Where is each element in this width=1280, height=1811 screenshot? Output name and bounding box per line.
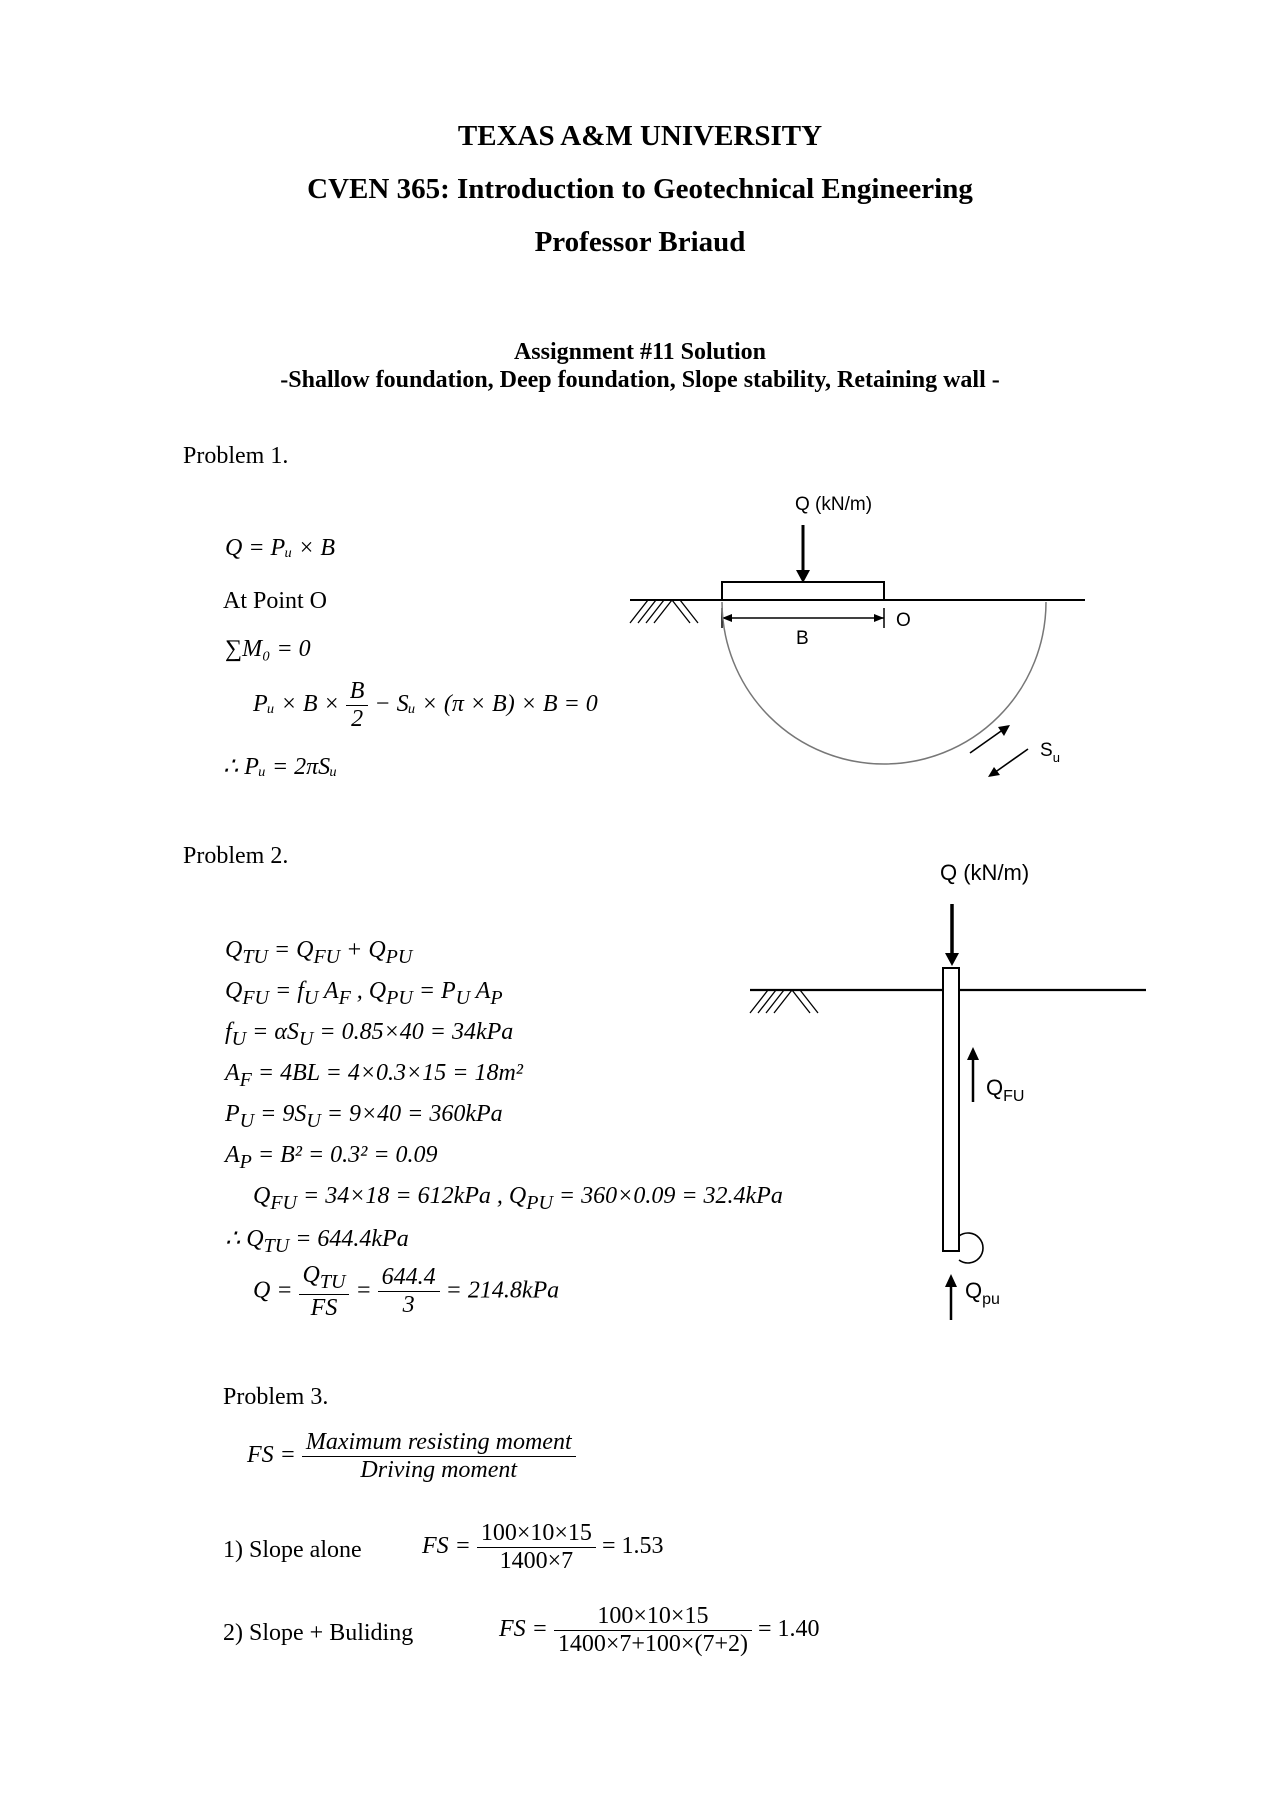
footing (722, 582, 884, 600)
p2-line-6: $A_P = B^2 = 0.3^2 = 0.09$ (225, 1142, 438, 1173)
point-o-label: O (896, 610, 911, 631)
p1-moment-equation (253, 678, 598, 733)
p2-line-2: $Q_{FU} = f_U$ $A_F$ , $Q_{PU} = P_U$ $A_P$ (225, 978, 503, 1009)
p2-line-1: $Q_{TU} = Q_{FU} + Q_{PU}$ (225, 937, 413, 968)
p2-line-7: $Q_{FU} = 34\times 18 = 612kPa$ , $Q_{PU} = 360\times 0.09 = 32.4kPa$ (253, 1183, 783, 1214)
p3-case2-lhs: FS = (499, 1616, 548, 1643)
point-label: $Q_{pu}$ (965, 1278, 1000, 1308)
p2-frac-1 (299, 1262, 350, 1322)
p3-case1-den: 1400×7 (499, 1548, 574, 1574)
p3-case2-result: = 1.40 (757, 1616, 820, 1643)
su-label: $S_u$ (1040, 740, 1060, 765)
problem1-heading: Problem 1. (183, 443, 289, 469)
friction-label: $Q_{FU}$ (986, 1075, 1025, 1105)
p3-case2-num: 100×10×15 (554, 1603, 752, 1631)
p1-eq-rhs: − Sᵤ × (π × B) × B = 0 (374, 691, 598, 718)
p2-line-8: ∴ $Q_{TU} = 644.4kPa$ (225, 1226, 409, 1257)
p3-case2-equation (499, 1603, 820, 1658)
pile-ground-hatch-icon (750, 990, 818, 1013)
p3-case1-fraction (477, 1520, 596, 1575)
p3-case1-num: 100×10×15 (477, 1520, 596, 1548)
p3-fs-lhs: FS = (247, 1442, 296, 1469)
load-label: Q (kN/m) (795, 494, 873, 515)
p2-frac-2 (378, 1264, 440, 1319)
p1-fraction (346, 678, 369, 733)
pile (943, 968, 959, 1251)
p2-line-4: $A_F = 4BL = 4\times 0.3\times 15 = 18m^2$ (225, 1060, 523, 1091)
p2-q-lhs: Q = (253, 1277, 293, 1304)
p1-eq-q: Q = Pᵤ × B (225, 535, 336, 561)
p1-frac-num: B (346, 678, 369, 706)
p3-case1-label: 1) Slope alone (223, 1537, 362, 1563)
p3-case2-label: 2) Slope + Buliding (223, 1620, 414, 1646)
p2-frac2-num: 644.4 (378, 1264, 440, 1292)
p3-case2-den: 1400×7+100×(7+2) (557, 1631, 748, 1657)
p1-frac-den: 2 (351, 706, 364, 732)
p1-at-point: At Point O (223, 588, 328, 614)
p2-line-3: $f_U = \alpha S_U = 0.85\times 40 = 34kPa$ (225, 1019, 514, 1050)
p2-line-5: $P_U = 9S_U = 9\times 40 = 360kPa$ (225, 1101, 503, 1132)
p2-q-result: = 214.8kPa (445, 1277, 560, 1304)
professor-name: Professor Briaud (534, 226, 746, 258)
p3-fs-den: Driving moment (360, 1457, 518, 1483)
p2-q-equation (253, 1262, 559, 1322)
pile-load-label: Q (kN/m) (940, 860, 1030, 885)
course-title: CVEN 365: Introduction to Geotechnical Engineering (307, 173, 973, 205)
p2-frac1-den: FS (310, 1294, 338, 1321)
p2-frac1-num: $Q_{TU}$ (299, 1262, 350, 1295)
p3-fs-fraction (302, 1429, 576, 1484)
pile-tip-bulb (959, 1233, 983, 1263)
university-title: TEXAS A&M UNIVERSITY (457, 120, 823, 152)
p1-result: ∴ Pᵤ = 2πSᵤ (223, 754, 338, 780)
p1-eq-lhs: Pᵤ × B × (253, 691, 340, 718)
problem3-heading: Problem 3. (223, 1384, 329, 1410)
pile-diagram (740, 850, 1160, 1308)
p1-sum-moments: ∑M₀ = 0 (225, 636, 311, 662)
p3-case2-fraction (554, 1603, 752, 1658)
p3-case1-equation (422, 1520, 663, 1575)
p3-fs-num: Maximum resisting moment (302, 1429, 576, 1457)
shallow-foundation-diagram (620, 480, 1100, 820)
problem2-heading: Problem 2. (183, 843, 289, 869)
assignment-title: Assignment #11 Solution (513, 339, 767, 365)
ground-hatch-icon (630, 600, 698, 623)
p2-frac2-den: 3 (402, 1292, 415, 1319)
p3-case1-lhs: FS = (422, 1533, 471, 1560)
p3-case1-result: = 1.53 (601, 1533, 664, 1560)
assignment-topics: -Shallow foundation, Deep foundation, Slope stability, Retaining wall - (280, 367, 1000, 393)
width-label: B (796, 628, 809, 649)
p2-q-eq: = (355, 1277, 372, 1304)
p3-fs-definition (247, 1429, 576, 1484)
